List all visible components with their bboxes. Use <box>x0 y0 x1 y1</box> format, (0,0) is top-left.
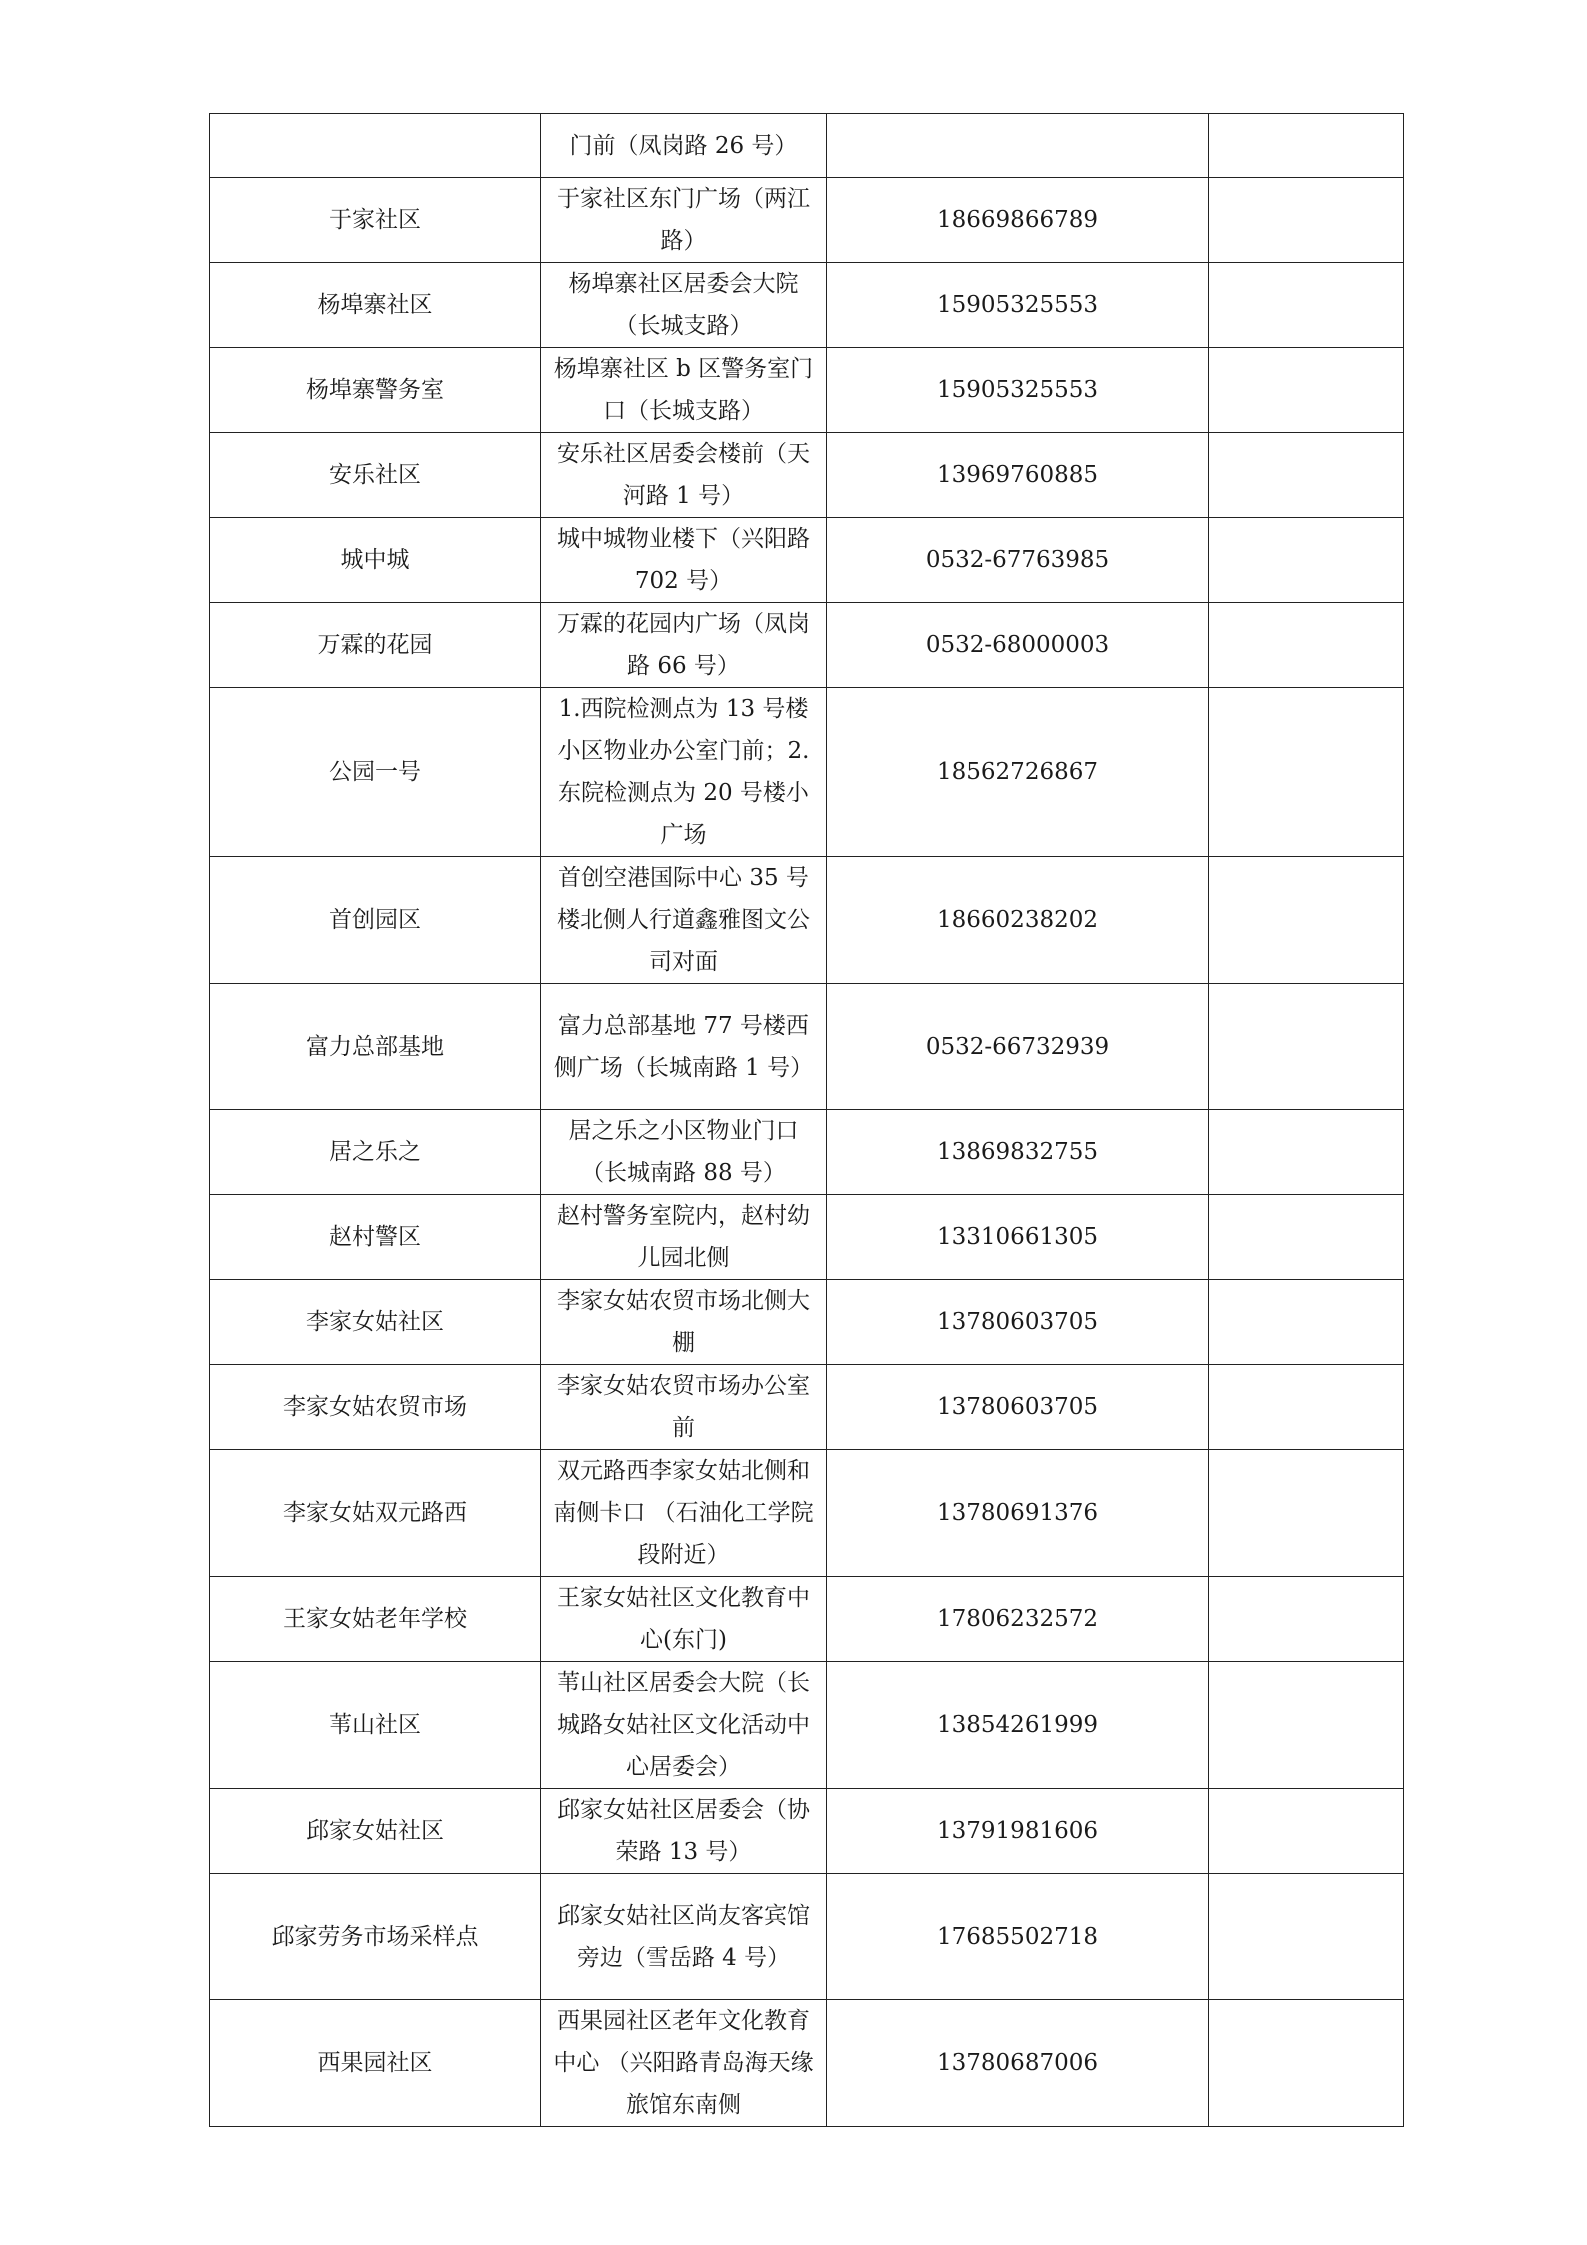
contact-phone-cell: 13969760885 <box>827 433 1209 518</box>
contact-phone-cell: 0532-66732939 <box>827 984 1209 1110</box>
site-address-cell: 首创空港国际中心 35 号楼北侧人行道鑫雅图文公司对面 <box>541 857 827 984</box>
contact-phone-cell: 15905325553 <box>827 348 1209 433</box>
note-cell <box>1209 603 1404 688</box>
table-row <box>210 1874 1404 2000</box>
site-name-cell: 万霖的花园 <box>210 603 541 688</box>
table-row <box>210 1577 1404 1662</box>
table-row <box>210 263 1404 348</box>
site-address-cell: 赵村警务室院内，赵村幼儿园北侧 <box>541 1195 827 1280</box>
contact-phone-cell: 17685502718 <box>827 1874 1209 2000</box>
table-row <box>210 2000 1404 2127</box>
contact-phone-cell: 13310661305 <box>827 1195 1209 1280</box>
site-address-cell: 双元路西李家女姑北侧和南侧卡口 （石油化工学院段附近） <box>541 1450 827 1577</box>
note-cell <box>1209 984 1404 1110</box>
site-address-cell: 西果园社区老年文化教育中心 （兴阳路青岛海天缘旅馆东南侧 <box>541 2000 827 2127</box>
site-name-cell: 居之乐之 <box>210 1110 541 1195</box>
note-cell <box>1209 178 1404 263</box>
table-row <box>210 1789 1404 1874</box>
site-address-cell: 于家社区东门广场（两江路） <box>541 178 827 263</box>
contact-phone-cell: 13780691376 <box>827 1450 1209 1577</box>
site-name-cell: 邱家劳务市场采样点 <box>210 1874 541 2000</box>
site-name-cell: 富力总部基地 <box>210 984 541 1110</box>
site-address-cell: 杨埠寨社区居委会大院（长城支路） <box>541 263 827 348</box>
note-cell <box>1209 688 1404 857</box>
table-row <box>210 984 1404 1110</box>
contact-phone-cell: 0532-68000003 <box>827 603 1209 688</box>
note-cell <box>1209 114 1404 178</box>
site-name-cell: 于家社区 <box>210 178 541 263</box>
site-name-cell: 赵村警区 <box>210 1195 541 1280</box>
contact-phone-cell: 13791981606 <box>827 1789 1209 1874</box>
note-cell <box>1209 1662 1404 1789</box>
document-page <box>209 113 1403 2127</box>
table-row <box>210 348 1404 433</box>
site-address-cell: 王家女姑社区文化教育中心(东门) <box>541 1577 827 1662</box>
note-cell <box>1209 1195 1404 1280</box>
contact-phone-cell: 0532-67763985 <box>827 518 1209 603</box>
site-address-cell: 安乐社区居委会楼前（天河路 1 号） <box>541 433 827 518</box>
site-name-cell: 李家女姑双元路西 <box>210 1450 541 1577</box>
table-row <box>210 688 1404 857</box>
note-cell <box>1209 1110 1404 1195</box>
site-name-cell: 李家女姑农贸市场 <box>210 1365 541 1450</box>
note-cell <box>1209 263 1404 348</box>
note-cell <box>1209 1450 1404 1577</box>
table-row <box>210 1110 1404 1195</box>
site-address-cell: 李家女姑农贸市场办公室前 <box>541 1365 827 1450</box>
contact-phone-cell: 18669866789 <box>827 178 1209 263</box>
table-row <box>210 518 1404 603</box>
site-address-cell: 城中城物业楼下（兴阳路 702 号） <box>541 518 827 603</box>
note-cell <box>1209 433 1404 518</box>
table-row <box>210 1365 1404 1450</box>
table-row <box>210 603 1404 688</box>
site-address-cell: 1.西院检测点为 13 号楼小区物业办公室门前；2.东院检测点为 20 号楼小广场 <box>541 688 827 857</box>
site-name-cell: 邱家女姑社区 <box>210 1789 541 1874</box>
contact-phone-cell: 13780603705 <box>827 1280 1209 1365</box>
table-row <box>210 1280 1404 1365</box>
site-address-cell: 邱家女姑社区居委会（协荣路 13 号） <box>541 1789 827 1874</box>
table-row <box>210 114 1404 178</box>
contact-phone-cell: 15905325553 <box>827 263 1209 348</box>
table-row <box>210 178 1404 263</box>
site-name-cell: 李家女姑社区 <box>210 1280 541 1365</box>
site-address-cell: 杨埠寨社区 b 区警务室门口（长城支路） <box>541 348 827 433</box>
site-name-cell: 王家女姑老年学校 <box>210 1577 541 1662</box>
table-row <box>210 1450 1404 1577</box>
site-address-cell: 富力总部基地 77 号楼西侧广场（长城南路 1 号） <box>541 984 827 1110</box>
note-cell <box>1209 1874 1404 2000</box>
site-name-cell: 城中城 <box>210 518 541 603</box>
contact-phone-cell: 13869832755 <box>827 1110 1209 1195</box>
contact-phone-cell: 13854261999 <box>827 1662 1209 1789</box>
note-cell <box>1209 518 1404 603</box>
testing-sites-table <box>209 113 1404 2127</box>
site-name-cell: 苇山社区 <box>210 1662 541 1789</box>
note-cell <box>1209 1577 1404 1662</box>
site-name-cell: 杨埠寨社区 <box>210 263 541 348</box>
site-address-cell: 居之乐之小区物业门口（长城南路 88 号） <box>541 1110 827 1195</box>
note-cell <box>1209 2000 1404 2127</box>
contact-phone-cell: 13780687006 <box>827 2000 1209 2127</box>
note-cell <box>1209 857 1404 984</box>
contact-phone-cell <box>827 114 1209 178</box>
site-name-cell: 公园一号 <box>210 688 541 857</box>
site-address-cell: 李家女姑农贸市场北侧大棚 <box>541 1280 827 1365</box>
note-cell <box>1209 1365 1404 1450</box>
table-row <box>210 1195 1404 1280</box>
site-address-cell: 邱家女姑社区尚友客宾馆旁边（雪岳路 4 号） <box>541 1874 827 2000</box>
contact-phone-cell: 18562726867 <box>827 688 1209 857</box>
note-cell <box>1209 1280 1404 1365</box>
contact-phone-cell: 17806232572 <box>827 1577 1209 1662</box>
table-row <box>210 857 1404 984</box>
note-cell <box>1209 1789 1404 1874</box>
site-address-cell: 门前（凤岗路 26 号） <box>541 114 827 178</box>
site-name-cell: 安乐社区 <box>210 433 541 518</box>
table-row <box>210 1662 1404 1789</box>
contact-phone-cell: 13780603705 <box>827 1365 1209 1450</box>
site-name-cell: 杨埠寨警务室 <box>210 348 541 433</box>
site-address-cell: 万霖的花园内广场（凤岗路 66 号） <box>541 603 827 688</box>
note-cell <box>1209 348 1404 433</box>
site-name-cell: 首创园区 <box>210 857 541 984</box>
table-row <box>210 433 1404 518</box>
contact-phone-cell: 18660238202 <box>827 857 1209 984</box>
site-name-cell <box>210 114 541 178</box>
site-name-cell: 西果园社区 <box>210 2000 541 2127</box>
site-address-cell: 苇山社区居委会大院（长城路女姑社区文化活动中心居委会） <box>541 1662 827 1789</box>
